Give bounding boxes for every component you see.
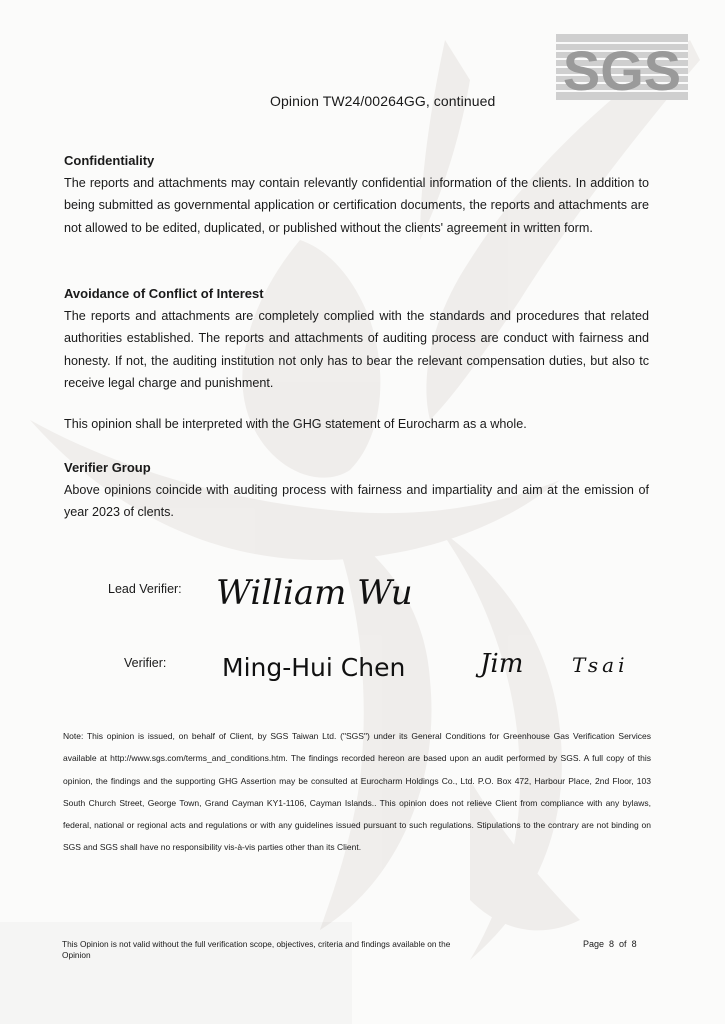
page-word: Page (583, 939, 605, 949)
page-total: 8 (631, 939, 637, 949)
page-current: 8 (609, 939, 615, 949)
svg-text:Ming-Hui Chen: Ming-Hui Chen (222, 653, 406, 682)
svg-text:Tsai: Tsai (572, 653, 629, 677)
section-heading: Verifier Group (64, 460, 151, 475)
section-body: Above opinions coincide with auditing process with fairness and impartiality and aim at the emission of year 2023 of clents. (64, 483, 649, 520)
section-body: This opinion shall be interpreted with the GHG statement of Eurocharm as a whole. (64, 417, 527, 431)
footer-validity-text: This Opinion is not valid without the full verification scope, objectives, criteria and findings available on the Opinion (62, 939, 451, 960)
section-heading: Avoidance of Conflict of Interest (64, 286, 264, 301)
sgs-logo (556, 34, 688, 100)
section-heading: Confidentiality (64, 153, 155, 168)
section-conflict-of-interest (64, 286, 649, 394)
lead-verifier-label: Lead Verifier: (108, 582, 182, 596)
svg-text:SGS: SGS (562, 39, 682, 100)
svg-text:William Wu: William Wu (216, 573, 413, 613)
verifier-label: Verifier: (124, 656, 167, 670)
section-interpretation (64, 413, 649, 435)
section-body: The reports and attachments may contain relevantly confidential information of the clients. In addition to being submitted as governmental application or certification documents, the reports and attachments are not allowed to be edited, duplicated, or published without the clients' agreement in written form. (64, 176, 649, 235)
svg-text:Jim: Jim (480, 649, 524, 679)
page-number (583, 939, 637, 949)
page-header: Opinion TW24/00264GG, continued (270, 93, 496, 109)
lead-verifier-signature (214, 560, 444, 620)
section-body: The reports and attachments are completely complied with the standards and procedures that related authorities established. The reports and attachments of auditing process are conduct with fairness and honesty. If not, the auditing institution not only has to bear the relevant compensation duties, but also tc receive legal charge and punishment. (64, 309, 649, 390)
legal-note: Note: This opinion is issued, on behalf of Client, by SGS Taiwan Ltd. ("SGS") under its General Conditions for Greenhouse Gas Verification Services available at http://www.sgs.com/terms_and_conditions.htm. The findings recorded hereon are based upon an audit performed by SGS. A full copy of this opinion, the findings and the supporting GHG Assertion may be consulted at Eurocharm Holdings Co., Ltd. P.O. Box 472, Harbour Place, 2nd Floor, 103 South Church Street, George Town, Grand Cayman KY1-1106, Cayman Islands.. This opinion does not relieve Client from compliance with any bylaws, federal, national or regional acts and regulations or with any guidelines issued pursuant to such regulations. Stipulations to the contrary are not binding on SGS and SGS shall have no responsibility vis-à-vis parties other than its Client. (63, 731, 651, 853)
page-of: of (619, 939, 627, 949)
footer-band (0, 922, 352, 1024)
section-confidentiality (64, 153, 649, 239)
verifier-signatures (222, 642, 642, 690)
section-verifier-group (64, 460, 649, 524)
